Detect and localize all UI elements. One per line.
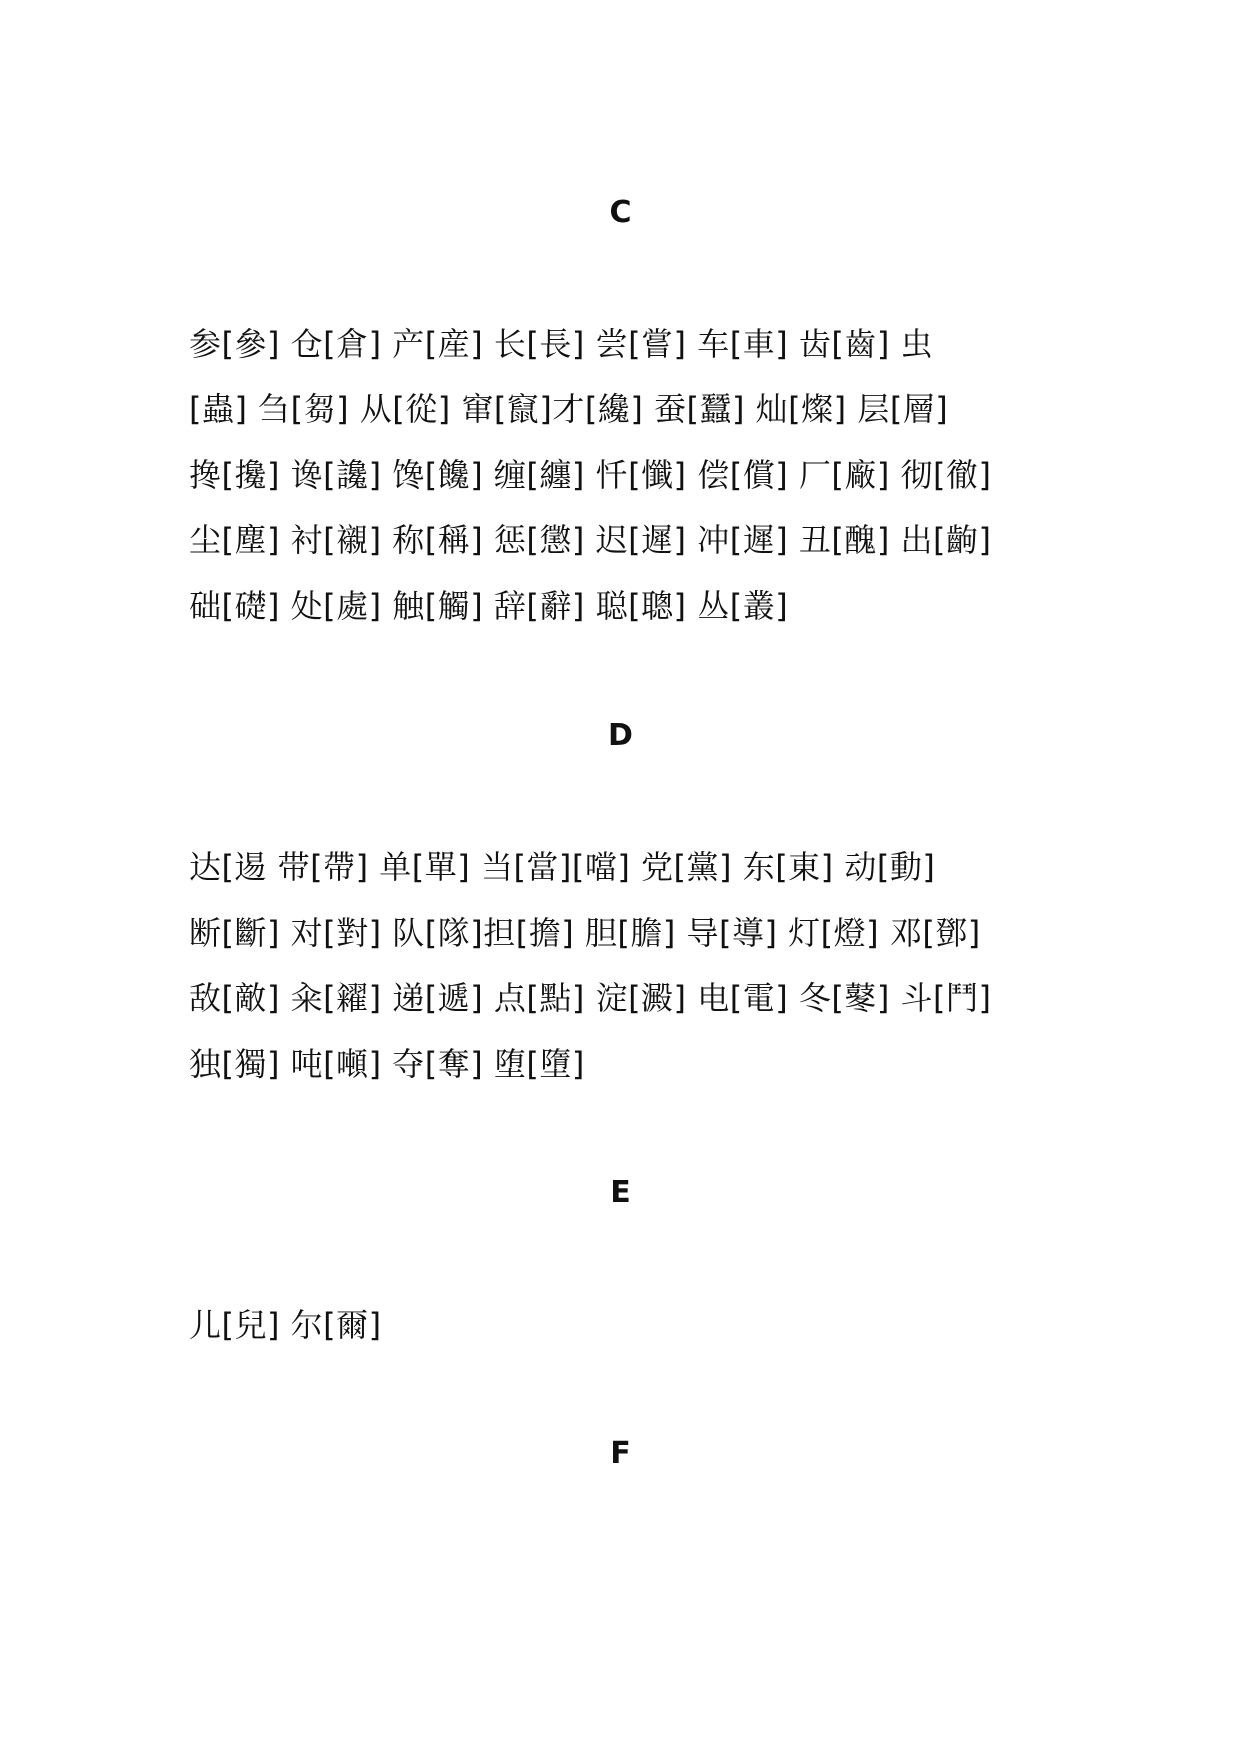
character-list-line: 尘[塵] 衬[襯] 称[稱] 惩[懲] 迟[遲] 冲[遲] 丑[醜] 出[齣] — [189, 521, 992, 559]
character-list-line: [蟲] 刍[芻] 从[從] 窜[竄]才[纔] 蚕[蠶] 灿[燦] 层[層] — [189, 390, 949, 428]
section-heading-f: F — [610, 1436, 631, 1471]
section-heading-d: D — [608, 718, 633, 753]
character-list-line: 敌[敵] 籴[糴] 递[遞] 点[點] 淀[澱] 电[電] 冬[鼕] 斗[鬥] — [189, 979, 992, 1017]
character-list-line: 搀[攙] 谗[讒] 馋[饞] 缠[纏] 忏[懺] 偿[償] 厂[廠] 彻[徹] — [189, 456, 992, 494]
character-list-line: 儿[兒] 尔[爾] — [189, 1306, 382, 1344]
character-list-line: 达[逷 带[帶] 单[單] 当[當][噹] 党[黨] 东[東] 动[動] — [189, 848, 936, 886]
character-list-line: 独[獨] 吨[噸] 夺[奪] 堕[墮] — [189, 1045, 585, 1083]
section-heading-c: C — [609, 195, 632, 230]
character-list-line: 断[斷] 对[對] 队[隊]担[擔] 胆[膽] 导[導] 灯[燈] 邓[鄧] — [189, 914, 981, 952]
character-list-line: 础[礎] 处[處] 触[觸] 辞[辭] 聪[聰] 丛[叢] — [189, 587, 789, 625]
section-heading-e: E — [610, 1175, 631, 1210]
character-list-line: 参[參] 仓[倉] 产[産] 长[長] 尝[嘗] 车[車] 齿[齒] 虫 — [189, 325, 933, 363]
